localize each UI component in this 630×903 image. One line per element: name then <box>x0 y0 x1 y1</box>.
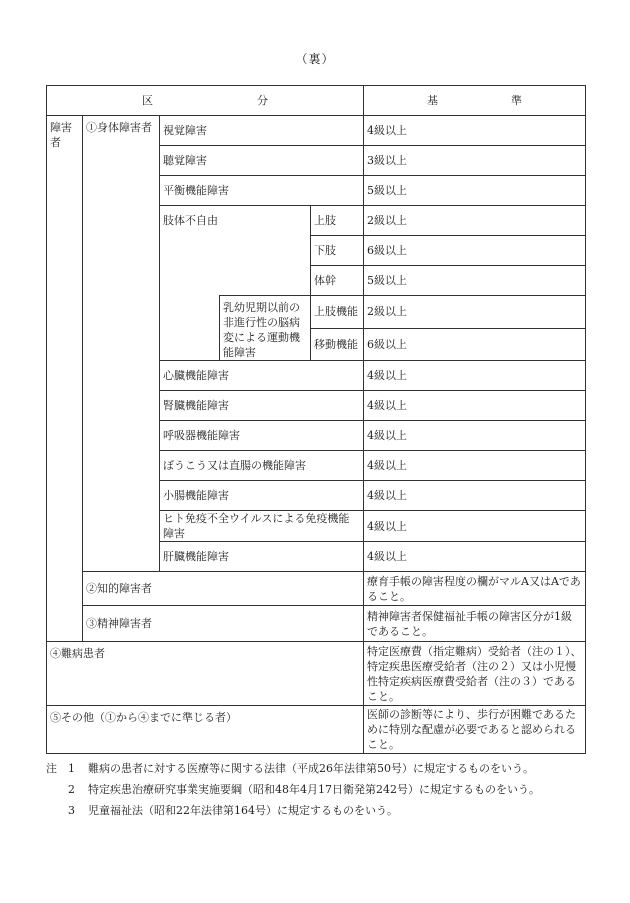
intestine-standard: 4級以上 <box>364 481 586 511</box>
header-standard-char-2: 準 <box>511 94 523 107</box>
intractable-standard: 特定医療費（指定難病）受給者（注の１）、特定疾患医療受給者（注の２）又は小児慢性特定疾病医療費受給者（注の３）であること。 <box>364 642 586 706</box>
footnote-number: 1 <box>68 762 75 775</box>
infant-upper-func-standard: 2級以上 <box>364 296 586 329</box>
hiv-standard: 4級以上 <box>364 511 586 542</box>
infant-mobility-name: 移動機能 <box>311 328 364 361</box>
footnotes <box>46 758 591 821</box>
limb-trunk-name: 体幹 <box>311 266 364 296</box>
hearing-name: 聴覚障害 <box>160 146 364 176</box>
table-header-row <box>47 86 586 116</box>
respiratory-standard: 4級以上 <box>364 421 586 451</box>
intellectual-label: ②知的障害者 <box>83 572 364 606</box>
footnote-item <box>46 758 591 779</box>
infant-lesion-name: 乳幼児期以前の非進行性の脳病変による運動機能障害 <box>220 296 311 361</box>
footnote-item <box>46 800 591 821</box>
header-category-char-2: 分 <box>257 94 268 107</box>
infant-upper-func-name: 上肢機能 <box>311 296 364 329</box>
balance-standard: 5級以上 <box>364 176 586 206</box>
criteria-table <box>46 85 586 754</box>
footnote-head: 注 <box>46 762 57 775</box>
visual-name: 視覚障害 <box>160 116 364 146</box>
intractable-label: ④難病患者 <box>47 642 364 706</box>
limb-upper-name: 上肢 <box>311 206 364 236</box>
footnote-number: 3 <box>68 804 75 817</box>
physical-label: ①身体障害者 <box>83 116 160 572</box>
footnote-text: 難病の患者に対する医療等に関する法律（平成26年法律第50号）に規定するものをいう。 <box>88 762 534 775</box>
footnote-item <box>46 779 591 800</box>
limb-spacer <box>160 266 311 296</box>
bladder-name: ぼうこう又は直腸の機能障害 <box>160 451 364 481</box>
footnote-number: 2 <box>68 783 75 796</box>
heart-standard: 4級以上 <box>364 361 586 391</box>
limb-spacer <box>160 236 311 266</box>
limb-upper-standard: 2級以上 <box>364 206 586 236</box>
other-label: ⑤その他（①から④までに準じる者） <box>47 706 364 754</box>
limb-trunk-standard: 5級以上 <box>364 266 586 296</box>
mental-label: ③精神障害者 <box>83 606 364 642</box>
page-title: （裏） <box>295 52 335 66</box>
intestine-name: 小腸機能障害 <box>160 481 364 511</box>
limb-name: 肢体不自由 <box>160 206 311 236</box>
bladder-standard: 4級以上 <box>364 451 586 481</box>
visual-standard: 4級以上 <box>364 116 586 146</box>
header-category <box>47 86 364 116</box>
table-row <box>47 706 586 754</box>
header-category-char-1: 区 <box>142 94 153 107</box>
table-row <box>47 606 586 642</box>
respiratory-name: 呼吸器機能障害 <box>160 421 364 451</box>
kidney-standard: 4級以上 <box>364 391 586 421</box>
liver-standard: 4級以上 <box>364 542 586 572</box>
table-row <box>47 116 586 146</box>
footnote-text: 児童福祉法（昭和22年法律第164号）に規定するものをいう。 <box>88 804 398 817</box>
hearing-standard: 3級以上 <box>364 146 586 176</box>
limb-lower-standard: 6級以上 <box>364 236 586 266</box>
limb-lower-name: 下肢 <box>311 236 364 266</box>
footnote-text: 特定疾患治療研究事業実施要綱（昭和48年4月17日衛発第242号）に規定するものをいう。 <box>88 783 540 796</box>
kidney-name: 腎臓機能障害 <box>160 391 364 421</box>
header-standard <box>364 86 586 116</box>
group-label-disabled: 障害者 <box>47 116 83 642</box>
heart-name: 心臓機能障害 <box>160 361 364 391</box>
limb-spacer <box>160 296 220 361</box>
header-standard-char-1: 基 <box>427 94 439 107</box>
mental-standard: 精神障害者保健福祉手帳の障害区分が1級であること。 <box>364 606 586 642</box>
other-standard: 医師の診断等により、歩行が困難であるために特別な配慮が必要であると認められること。 <box>364 706 586 754</box>
hiv-name: ヒト免疫不全ウイルスによる免疫機能障害 <box>160 511 364 542</box>
infant-mobility-standard: 6級以上 <box>364 328 586 361</box>
table-row <box>47 572 586 606</box>
intellectual-standard: 療育手帳の障害程度の欄がマルA又はAであること。 <box>364 572 586 606</box>
balance-name: 平衡機能障害 <box>160 176 364 206</box>
table-row <box>47 642 586 706</box>
liver-name: 肝臓機能障害 <box>160 542 364 572</box>
